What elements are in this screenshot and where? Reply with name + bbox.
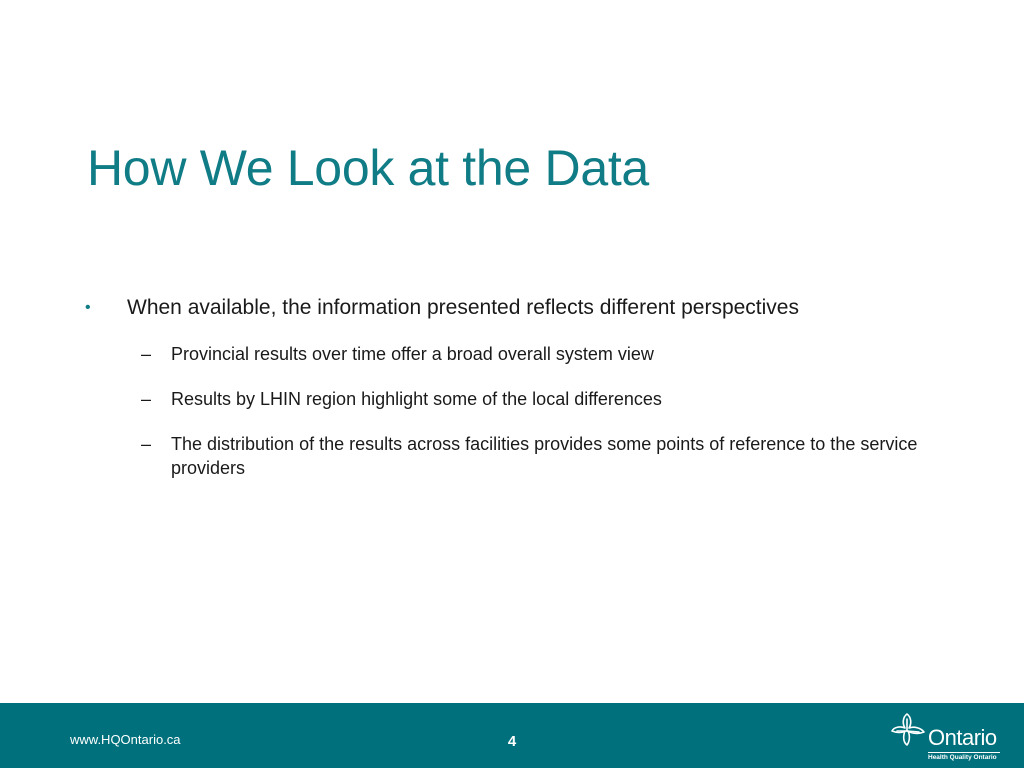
sub-bullet-marker: – [141,434,152,454]
sub-bullet-marker: – [141,344,152,364]
sub-bullet-item [141,432,931,480]
sub-bullet-item [141,342,931,366]
sub-bullet-text: Provincial results over time offer a broad overall system view [171,344,654,364]
logo-divider [928,752,1000,753]
trillium-icon [890,711,928,751]
bullet-text: When available, the information presented reflects different perspectives [127,296,799,319]
ontario-logo [890,711,1005,763]
sub-bullet-marker: – [141,389,152,409]
logo-subtitle: Health Quality Ontario [928,754,997,761]
logo-wordmark: Ontario [928,725,997,750]
footer-bar [0,703,1024,768]
page-number: 4 [507,733,517,750]
sub-bullet-text: The distribution of the results across facilities provides some points of reference to the service providers [171,434,918,478]
bullet-marker: • [85,299,91,316]
sub-bullet-text: Results by LHIN region highlight some of the local differences [171,389,662,409]
footer-url-link[interactable]: www.HQOntario.ca [70,732,181,747]
slide-title: How We Look at the Data [87,140,649,196]
sub-bullet-item [141,387,931,411]
